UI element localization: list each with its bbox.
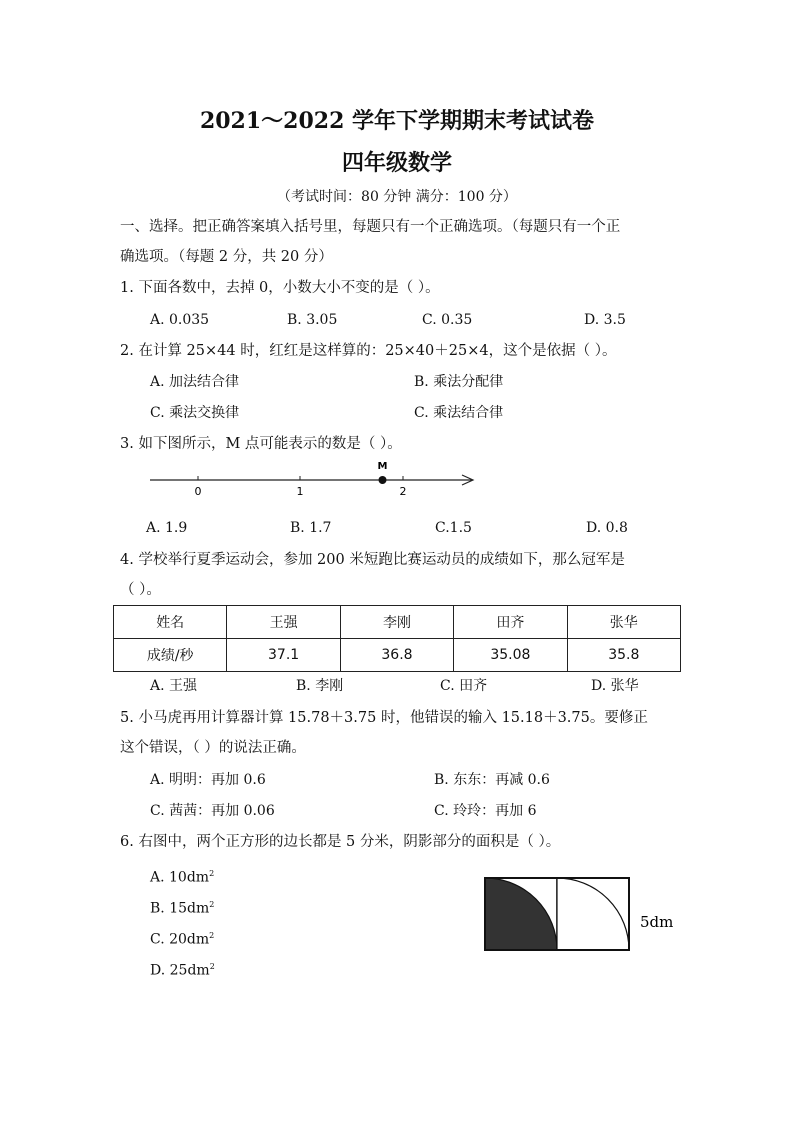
q5-stem-line2: 这个错误，（ ）的说法正确。 xyxy=(120,740,306,756)
q6-option-d[interactable] xyxy=(150,957,215,981)
table-header-row xyxy=(114,606,681,639)
q3-option-d[interactable]: D. 0.8 xyxy=(586,520,628,536)
two-squares-figure xyxy=(483,876,683,952)
q6-option-a-sup: 2 xyxy=(209,869,215,878)
table-header-cell: 张华 xyxy=(567,606,680,639)
q6-option-c[interactable] xyxy=(150,926,214,950)
q3-option-c[interactable]: C.1.5 xyxy=(435,520,472,536)
q6-stem: 6. 右图中，两个正方形的边长都是 5 分米，阴影部分的面积是（ ）。 xyxy=(120,834,561,850)
q1-option-d[interactable]: D. 3.5 xyxy=(584,312,626,328)
exam-title: 2021～2022 学年下学期期末考试试卷 xyxy=(199,108,595,134)
q1-option-b[interactable]: B. 3.05 xyxy=(287,312,338,328)
q6-option-c-text: C. 20dm xyxy=(150,931,210,948)
number-line-tick-label-2: 2 xyxy=(399,485,407,498)
q2-option-d[interactable]: C. 乘法结合律 xyxy=(414,405,504,421)
q6-option-b-text: B. 15dm xyxy=(150,900,210,917)
score-table xyxy=(113,605,681,672)
q3-option-a[interactable]: A. 1.9 xyxy=(146,520,188,536)
table-cell: 35.08 xyxy=(454,639,567,672)
point-m xyxy=(379,476,387,484)
q6-option-c-sup: 2 xyxy=(209,931,215,940)
exam-info: （考试时间：80 分钟 满分：100 分） xyxy=(277,189,517,205)
section1-heading-line1: 一、选择。把正确答案填入括号里，每题只有一个正确选项。（每题只有一个正 xyxy=(120,219,621,235)
q6-option-a-text: A. 10dm xyxy=(150,869,210,886)
table-cell: 成绩/秒 xyxy=(114,639,227,672)
q4-option-d[interactable]: D. 张华 xyxy=(591,678,639,694)
q6-option-a[interactable] xyxy=(150,864,214,888)
q3-option-b[interactable]: B. 1.7 xyxy=(290,520,332,536)
q5-option-d[interactable]: C. 玲玲：再加 6 xyxy=(434,803,537,819)
q5-option-b[interactable]: B. 东东：再减 0.6 xyxy=(434,772,550,788)
number-line-tick-label-1: 1 xyxy=(296,485,304,498)
number-line-tick-label-0: 0 xyxy=(194,485,202,498)
table-header-cell: 王强 xyxy=(227,606,340,639)
q3-stem: 3. 如下图所示，M 点可能表示的数是（ ）。 xyxy=(120,436,402,452)
q2-option-b[interactable]: B. 乘法分配律 xyxy=(414,374,504,390)
table-cell: 36.8 xyxy=(340,639,453,672)
number-line xyxy=(140,455,485,500)
table-header-cell: 田齐 xyxy=(454,606,567,639)
q2-option-c[interactable]: C. 乘法交换律 xyxy=(150,405,240,421)
exam-subtitle: 四年级数学 xyxy=(341,150,452,176)
q5-option-c[interactable]: C. 茜茜：再加 0.06 xyxy=(150,803,275,819)
q4-option-c[interactable]: C. 田齐 xyxy=(440,678,488,694)
q6-option-b[interactable] xyxy=(150,895,214,919)
figure-side-label: 5dm xyxy=(640,913,674,931)
table-header-cell: 姓名 xyxy=(114,606,227,639)
q6-option-d-text: D. 25dm xyxy=(150,962,210,979)
table-row xyxy=(114,639,681,672)
q6-option-b-sup: 2 xyxy=(209,900,215,909)
q2-stem: 2. 在计算 25×44 时，红红是这样算的：25×40＋25×4，这个是依据（ ）。 xyxy=(120,343,617,359)
table-cell: 35.8 xyxy=(567,639,680,672)
q1-option-a[interactable]: A. 0.035 xyxy=(150,312,210,328)
q2-option-a[interactable]: A. 加法结合律 xyxy=(150,374,240,390)
table-cell: 37.1 xyxy=(227,639,340,672)
q4-stem-line1: 4. 学校举行夏季运动会，参加 200 米短跑比赛运动员的成绩如下，那么冠军是 xyxy=(120,552,625,568)
point-m-label: M xyxy=(377,461,388,472)
section1-heading-line2: 确选项。（每题 2 分，共 20 分） xyxy=(120,249,333,265)
q4-option-b[interactable]: B. 李刚 xyxy=(296,678,344,694)
q1-stem: 1. 下面各数中，去掉 0，小数大小不变的是（ ）。 xyxy=(120,280,440,296)
q5-stem-line1: 5. 小马虎再用计算器计算 15.78＋3.75 时，他错误的输入 15.18＋3.75。要修正 xyxy=(120,710,648,726)
q4-option-a[interactable]: A. 王强 xyxy=(150,678,198,694)
table-header-cell: 李刚 xyxy=(340,606,453,639)
q5-option-a[interactable]: A. 明明：再加 0.6 xyxy=(150,772,266,788)
q4-stem-line2: （ ）。 xyxy=(120,582,161,598)
q1-option-c[interactable]: C. 0.35 xyxy=(422,312,473,328)
q6-option-d-sup: 2 xyxy=(209,962,215,971)
